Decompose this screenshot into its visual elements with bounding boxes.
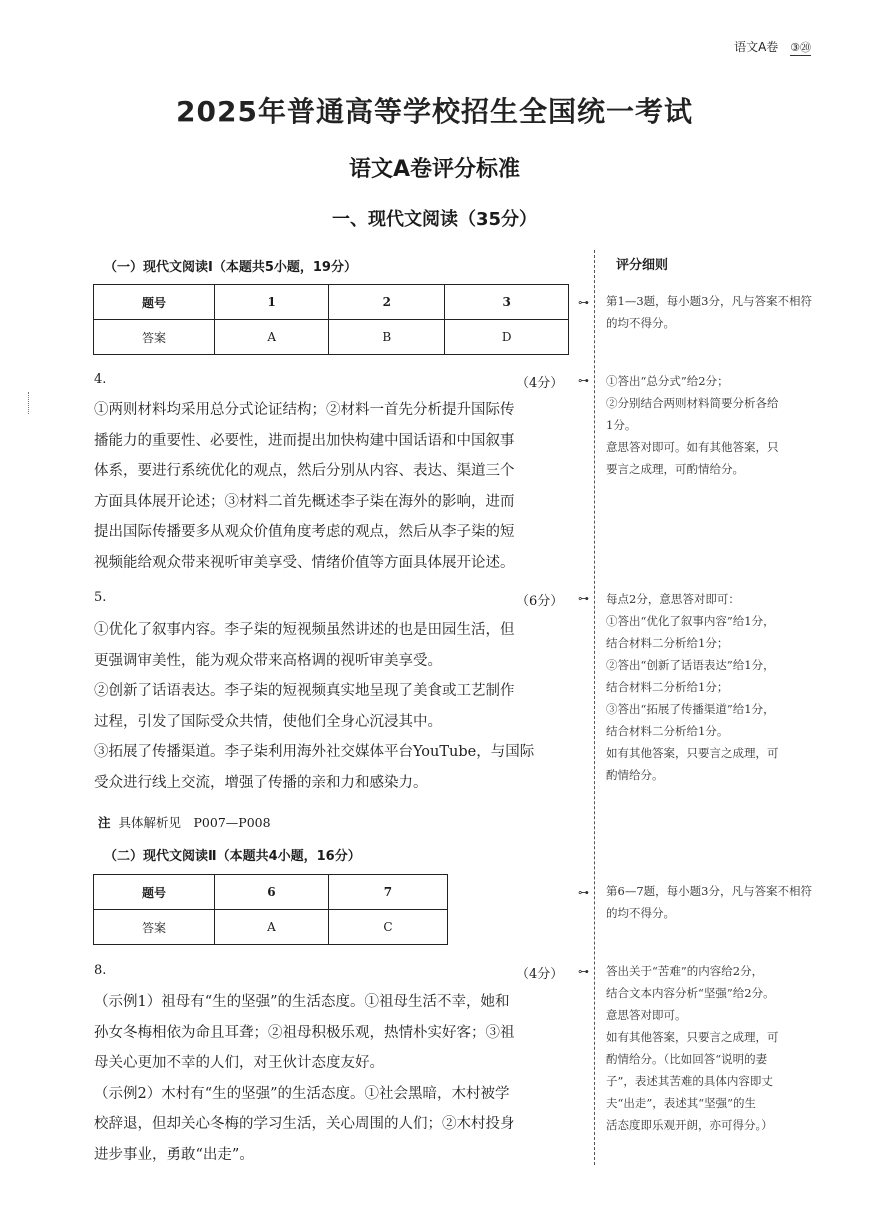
table-cell: A [215,910,329,945]
note-text: 具体解析见 P007—P008 [118,815,271,830]
pointer-arrow: ⊶ [578,374,589,387]
table-row [94,875,448,910]
rubric-q5 [606,588,816,786]
answer-table-1 [93,284,569,355]
section-heading: 一、现代文阅读（35分） [331,209,538,230]
table-cell: 1 [215,285,329,320]
answer-line: 视频能给观众带来视听审美享受、情绪价值等方面具体展开论述。 [94,554,515,571]
answer-line: ①优化了叙事内容。李子柒的短视频虽然讲述的也是田园生活，但 [94,622,515,638]
part1-heading: （一）现代文阅读Ⅰ（本题共5小题，19分） [104,260,357,275]
rubric-line: 结合材料二分析给1分。 [606,724,729,738]
column-divider [594,250,595,1165]
rubric-line: 夫“出走”，表述其“坚强”的生 [606,1096,757,1110]
table-row [94,320,569,355]
table-cell: 6 [215,875,329,910]
question-points-8: （4分） [516,967,564,982]
note-label: 注 [98,815,111,830]
margin-mark [28,392,29,414]
rubric-line: 要言之成理，可酌情给分。 [606,462,744,476]
rubric-heading: 评分细则 [616,258,669,273]
rubric-line: 结合材料二分析给1分； [606,680,729,694]
table-row [94,285,569,320]
answer-table-2 [93,874,448,945]
table-cell: 答案 [94,910,215,945]
rubric-line: ②答出“创新了话语表达”给1分， [606,658,775,672]
exam-title: 2025年普通高等学校招生全国统一考试 [176,95,693,128]
table-cell: B [329,320,445,355]
question-points-4: （4分） [516,376,564,391]
part2-heading: （二）现代文阅读Ⅱ（本题共4小题，16分） [104,849,361,864]
rubric-line: 活态度即乐观开朗，亦可得分。） [606,1118,773,1132]
rubric-q4 [606,370,816,480]
table-cell: C [328,910,447,945]
table-cell: A [215,320,329,355]
answer-line: 更强调审美性，能为观众带来高格调的视听审美享受。 [94,652,442,669]
paper-subtitle: 语文A卷评分标准 [348,157,521,182]
answer-line: 母关心更加不幸的人们，对王伙计态度友好。 [94,1055,384,1071]
answer-line: 校辞退，但却关心冬梅的学习生活，关心周围的人们；②木村投身 [94,1116,515,1132]
table-cell: 题号 [94,285,215,320]
answer-line: 过程，引发了国际受众共情，使他们全身心沉浸其中。 [94,713,442,730]
rubric-line: 结合文本内容分析“坚强”给2分。 [606,986,775,1000]
rubric-line: 每点2分，意思答对即可： [606,592,740,606]
table-cell: 3 [445,285,569,320]
answer-line: ②创新了话语表达。李子柒的短视频真实地呈现了美食或工艺制作 [94,683,515,699]
question-number-4: 4. [94,372,107,387]
answer-line: 方面具体展开论述；③材料二首先概述李子柒在海外的影响，进而 [94,493,515,510]
answer-q4 [94,395,562,578]
header-label: 语文A卷 [734,40,779,54]
table-cell: 题号 [94,875,215,910]
pointer-arrow: ⊶ [578,886,589,899]
answer-line: ①两则材料均采用总分式论证结构；②材料一首先分析提升国际传 [94,402,515,418]
rubric-line: ③答出“拓展了传播渠道”给1分， [606,702,775,716]
note [98,813,271,831]
rubric-line: 结合材料二分析给1分； [606,636,729,650]
rubric-line: 答出关于“苦难”的内容给2分， [606,964,764,978]
rubric-line: 意思答对即可。如有其他答案，只 [606,440,779,454]
question-number-5: 5. [94,590,107,605]
pointer-arrow: ⊶ [578,965,589,978]
pointer-arrow: ⊶ [578,592,589,605]
answer-q8 [94,987,562,1170]
rubric-line: ②分别结合两则材料简要分析各给 [606,396,779,410]
answer-line: 进步事业，勇敢“出走”。 [94,1146,254,1163]
question-points-5: （6分） [516,594,564,609]
rubric-line: 意思答对即可。 [606,1008,687,1022]
table-row [94,910,448,945]
question-number-8: 8. [94,963,107,978]
rubric-line: 酌情给分。 [606,768,664,782]
rubric-6-7: 第6—7题，每小题3分，凡与答案不相符的均不得分。 [606,884,812,920]
answer-line: 播能力的重要性、必要性，进而提出加快构建中国话语和中国叙事 [94,432,515,449]
rubric-line: 酌情给分。（比如回答“说明的妻 [606,1052,768,1066]
pointer-arrow: ⊶ [578,296,589,309]
rubric-line: ①答出“总分式”给2分； [606,374,729,388]
table-cell: 2 [329,285,445,320]
table-cell: D [445,320,569,355]
rubric-line: 如有其他答案，只要言之成理，可 [606,1030,779,1044]
table-cell: 7 [328,875,447,910]
rubric-line: ①答出“优化了叙事内容”给1分， [606,614,775,628]
rubric-line: 子”，表述其苦难的具体内容即丈 [606,1074,773,1088]
rubric-q8 [606,960,816,1136]
header-logo: ③⑳ [790,41,811,54]
table-cell: 答案 [94,320,215,355]
rubric-line: 1分。 [606,418,637,432]
answer-line: 孙女冬梅相依为命且耳聋；②祖母积极乐观，热情朴实好客；③祖 [94,1024,515,1041]
answer-line: 体系，要进行系统优化的观点，然后分别从内容、表达、渠道三个 [94,463,515,479]
rubric-line: 如有其他答案，只要言之成理，可 [606,746,779,760]
rubric-1-3: 第1—3题，每小题3分，凡与答案不相符的均不得分。 [606,294,812,330]
answer-line: ③拓展了传播渠道。李子柒利用海外社交媒体平台YouTube，与国际 [94,744,535,760]
answer-line: 受众进行线上交流，增强了传播的亲和力和感染力。 [94,774,428,791]
answer-line: （示例2）木村有“生的坚强”的生活态度。①社会黑暗，木村被学 [94,1085,510,1102]
answer-q5 [94,615,562,798]
answer-line: 提出国际传播要多从观众价值角度考虑的观点，然后从李子柒的短 [94,524,515,540]
answer-line: （示例1）祖母有“生的坚强”的生活态度。①祖母生活不幸，她和 [94,994,510,1010]
page-header [734,38,811,56]
